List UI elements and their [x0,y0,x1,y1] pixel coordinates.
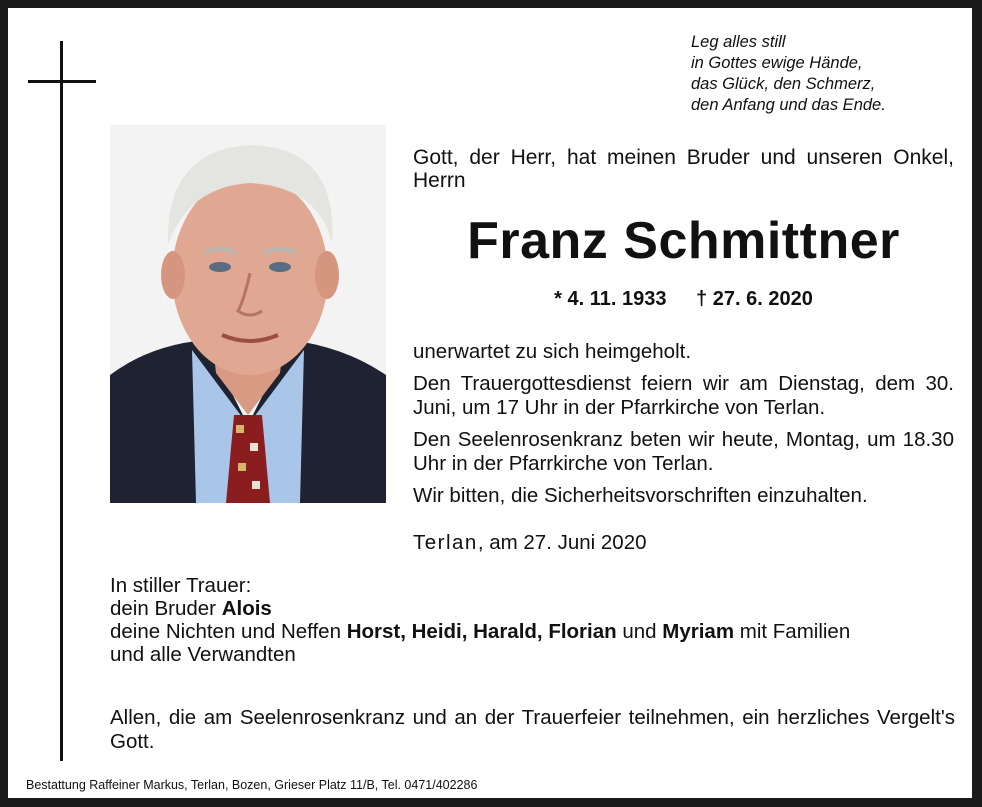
intro-text: Gott, der Herr, hat meinen Bruder und unseren Onkel, Herrn [413,146,954,192]
deceased-name: Franz Schmittner [467,212,900,270]
portrait-photo-drawing [110,125,386,503]
place-town: Terlan [413,531,478,554]
death-date: † 27. 6. 2020 [696,288,813,310]
mourners-section [110,574,960,666]
mourner-name: Alois [221,597,272,620]
poem-line: in Gottes ewige Hände, [691,54,863,72]
mourner-name: Myriam [662,620,735,643]
cross-icon [60,41,63,761]
mourner-name: Horst, Heidi, Harald, Florian [346,620,617,643]
paragraph: unerwartet zu sich heimgeholt. [413,340,692,363]
birth-date: * 4. 11. 1933 [554,288,667,310]
poem-line: Leg alles still [691,33,786,51]
mourners-heading: In stiller Trauer: [110,574,252,597]
cross-icon-bar [28,80,96,83]
life-dates [413,287,954,311]
thanks-text: Allen, die am Seelenrosenkranz und an der Trauerfeier teilnehmen, ein herzliches Vergelt's Gott. [110,706,955,753]
mourner-text: und [616,620,663,643]
obituary-card [8,8,972,798]
mourner-brother [110,597,960,620]
mourner-relatives: und alle Verwandten [110,643,296,666]
poem-line: das Glück, den Schmerz, [691,75,876,93]
footer-funeral-home: Bestattung Raffeiner Markus, Terlan, Bozen, Grieser Platz 11/B, Tel. 0471/402286 [26,778,478,792]
mourner-nieces [110,620,960,643]
place-date [413,531,647,555]
paragraph: Den Seelenrosenkranz beten wir heute, Montag, um 18.30 Uhr in der Pfarrkirche von Terlan. [413,428,954,475]
mourner-text: mit Familien [734,620,851,643]
mourner-text: dein Bruder [110,597,222,620]
mourner-text: deine Nichten und Neffen [110,620,347,643]
paragraph: Wir bitten, die Sicherheitsvorschriften einzuhalten. [413,484,868,507]
paragraph: Den Trauergottesdienst feiern wir am Dienstag, dem 30. Juni, um 17 Uhr in der Pfarrkirche von Terlan. [413,372,954,419]
portrait-photo [110,125,386,503]
place-date-rest: , am 27. Juni 2020 [477,531,647,554]
poem [691,32,886,116]
poem-line: den Anfang und das Ende. [691,96,886,114]
